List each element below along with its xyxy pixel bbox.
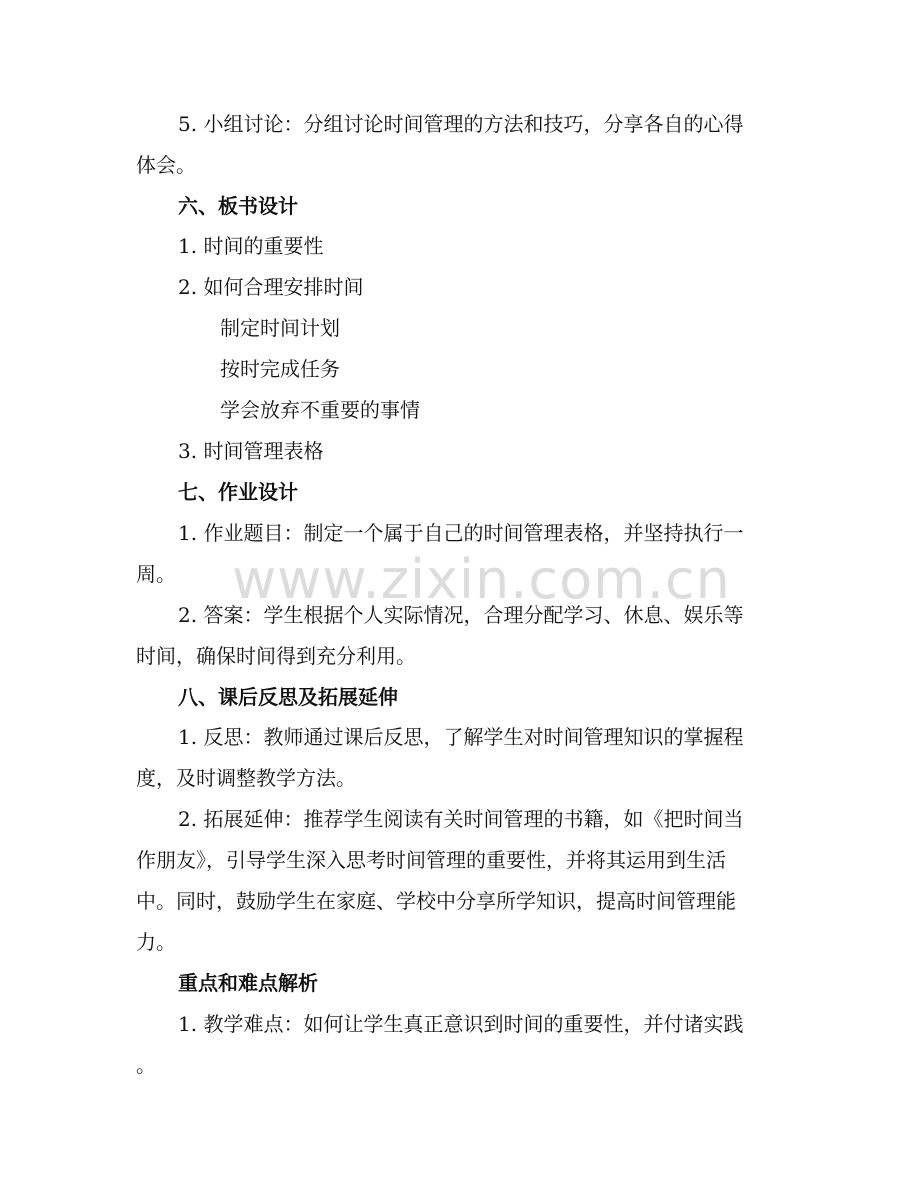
paragraph-line: 作朋友》，引导学生深入思考时间管理的重要性，并将其运用到生活 [136,848,726,872]
paragraph-line: 时间，确保时间得到充分利用。 [136,644,416,668]
section-heading: 重点和难点解析 [178,971,318,995]
paragraph-line: 周。 [136,562,176,586]
paragraph-line: 中。同时，鼓励学生在家庭、学校中分享所学知识，提高时间管理能 [136,889,736,913]
section-heading: 八、课后反思及拓展延伸 [178,685,398,709]
list-item: 1. 时间的重要性 [178,234,324,258]
paragraph-line: 1. 作业题目：制定一个属于自己的时间管理表格，并坚持执行一 [178,521,744,545]
sub-list-item: 学会放弃不重要的事情 [220,398,420,422]
sub-list-item: 制定时间计划 [220,316,340,340]
paragraph-line: 2. 答案：学生根据个人实际情况，合理分配学习、休息、娱乐等 [178,603,744,627]
paragraph-line: 5. 小组讨论：分组讨论时间管理的方法和技巧，分享各自的心得 [178,112,744,136]
section-heading: 六、板书设计 [178,194,298,218]
paragraph-line: 力。 [136,930,176,954]
watermark: www.zixin.com.cn [232,548,731,611]
paragraph-line: 。 [136,1053,156,1077]
section-heading: 七、作业设计 [178,480,298,504]
paragraph-line: 2. 拓展延伸：推荐学生阅读有关时间管理的书籍，如《把时间当 [178,807,744,831]
paragraph-line: 1. 反思：教师通过课后反思，了解学生对时间管理知识的掌握程 [178,725,744,749]
list-item: 2. 如何合理安排时间 [178,275,364,299]
paragraph-line: 体会。 [136,153,196,177]
list-item: 3. 时间管理表格 [178,439,324,463]
paragraph-line: 1. 教学难点：如何让学生真正意识到时间的重要性，并付诸实践 [178,1012,744,1036]
paragraph-line: 度，及时调整教学方法。 [136,766,356,790]
sub-list-item: 按时完成任务 [220,357,340,381]
